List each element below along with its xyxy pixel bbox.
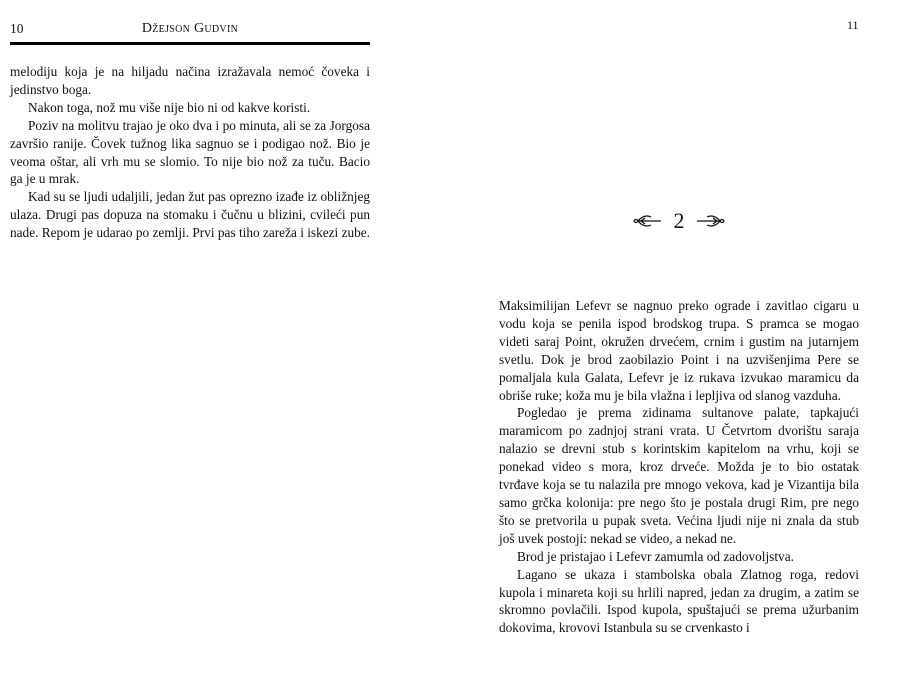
left-page-header: [10, 21, 370, 37]
left-paragraph-4: Kad su se ljudi udaljili, jedan žut pas oprezno izađe iz obližnjeg ulaza. Drugi pas dopuza na stomaku i čučnu u blizini, cvileći pun nade. Repom je udarao po zemlji. Prvi pas tiho zareža i iskezi zube.: [10, 189, 370, 241]
left-paragraph-3: Poziv na molitvu trajao je oko dva i po minuta, ali se za Jorgosa završio ranije. Čovek tužnog lika sagnuo se i podigao nož. Bio je veoma oštar, ali vrh mu se slomio. To nije bio nož za tuču. Bacio ga je u mrak.: [10, 117, 370, 187]
left-page-number: 10: [10, 21, 24, 36]
right-paragraph-3: Brod je pristajao i Lefevr zamumla od zadovoljstva.: [517, 548, 794, 564]
chapter-heading: [499, 205, 859, 235]
right-ornament-icon: [696, 214, 726, 228]
right-page: [499, 0, 859, 700]
left-paragraph-1: melodiju koja je na hiljadu načina izražavala nemoć čoveka i jedinstvo boga.: [10, 64, 370, 97]
left-page-body: [10, 63, 370, 242]
right-paragraph-4: Lagano se ukaza i stambolska obala Zlatnog roga, redovi kupola i minareta koji su hrlili napred, jedan za drugim, a zatim se skromno povlačili. Ispod kupola, spuštajući se prema užurbanim dokovima, krovovi Istanbula su se crvenkasto i: [499, 566, 859, 636]
left-ornament-icon: [632, 214, 662, 228]
left-paragraph-2: Nakon toga, nož mu više nije bio ni od kakve koristi.: [28, 99, 311, 115]
right-page-body: [499, 297, 859, 637]
header-rule: [10, 42, 370, 45]
running-head-author: Džejson Gudvin: [141, 21, 239, 36]
left-page: [10, 0, 370, 700]
right-paragraph-1: Maksimilijan Lefevr se nagnuo preko ograde i zavitlao cigaru u vodu koja se penila ispod brodskog trupa. S pramca se mogao videti saraj Point, okružen drvećem, crnim i gustim na jutarnjem svetlu. Dok je brod zaobilazio Point i na uzvišenjima Pere se pomaljala kula Galata, Lefevr je iz rukava izvukao maramicu da obriše ruke; koža mu je bila vlažna i lepljiva od slanog vazduha.: [499, 298, 859, 403]
chapter-number: 2: [673, 207, 685, 233]
right-paragraph-2: Pogledao je prema zidinama sultanove palate, tapkajući maramicom po zadnjoj strani vrata. U Četvrtom dvorištu saraja nalazio se drevni stub s korintskim kapitelom na vrhu, koji se ponekad video s mora, kroz drveće. Možda je to bio ostatak tvrđave koja se tu nalazila pre mnogo vekova, kad je Vizantija bila samo grčka kolonija: pre nego što je postala drugi Rim, pre nego što se pretvorila u pupak sveta. Većina ljudi nije ni znala da stub još uvek postoji: nekad se video, a nekad ne.: [499, 405, 859, 546]
right-page-number: 11: [847, 18, 859, 32]
